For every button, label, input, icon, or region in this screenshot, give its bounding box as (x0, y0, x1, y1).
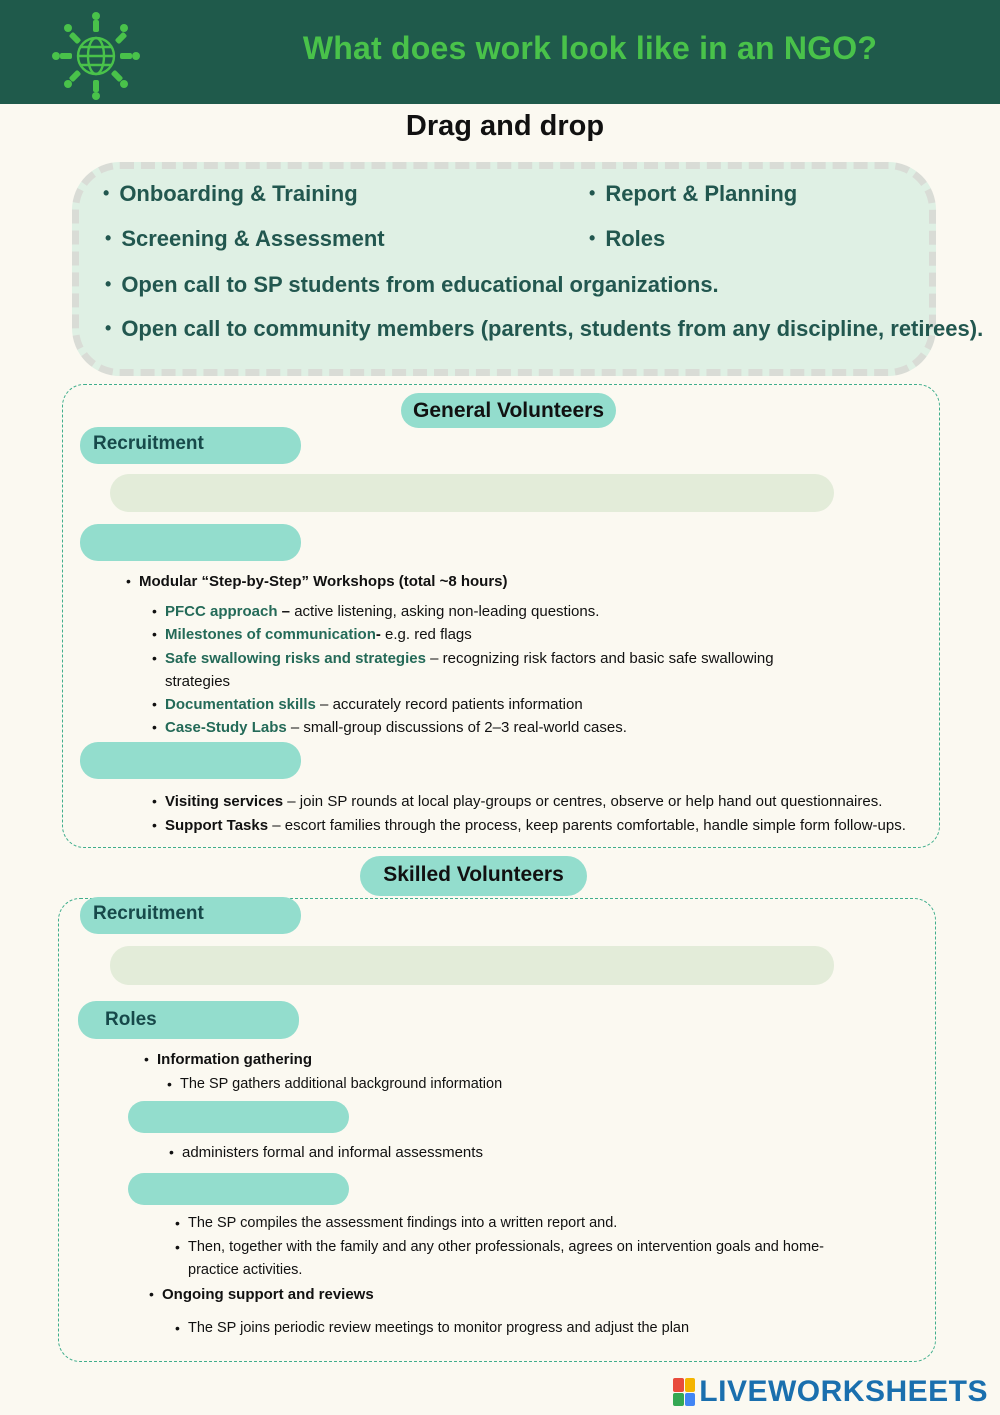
workshop-item: • Documentation skills – accurately record patients information (165, 693, 583, 716)
workshop-item: • Milestones of communication- e.g. red flags (165, 623, 472, 646)
workshop-item: • Safe swallowing risks and strategies – recognizing risk factors and basic safe swallowing (165, 647, 774, 670)
report-item: • Then, together with the family and any other professionals, agrees on intervention goals and home- (188, 1236, 824, 1259)
info-gathering-text: • The SP gathers additional background information (180, 1073, 502, 1096)
general-volunteers-heading: General Volunteers (401, 393, 616, 428)
drag-item-report[interactable]: • Report & Planning (589, 181, 797, 207)
workshop-item: • Case-Study Labs – small-group discussions of 2–3 real-world cases. (165, 716, 627, 739)
workshop-item-continued: strategies (165, 673, 231, 690)
role-item: • Visiting services – join SP rounds at local play-groups or centres, observe or help hand out questionnaires. (165, 790, 882, 813)
drop-zone-general-roles[interactable] (80, 742, 301, 779)
globe-people-icon (48, 8, 144, 104)
workshop-title: • Modular “Step-by-Step” Workshops (total ~8 hours) (139, 570, 508, 593)
ongoing-text: • The SP joins periodic review meetings to monitor progress and adjust the plan (188, 1317, 689, 1340)
ongoing-title: • Ongoing support and reviews (162, 1283, 374, 1306)
report-item: • The SP compiles the assessment findings into a written report and. (188, 1212, 617, 1235)
drop-zone-skilled-report[interactable] (128, 1173, 349, 1205)
drag-item-open-call-sp[interactable]: • Open call to SP students from educational organizations. (105, 272, 719, 298)
drop-zone-general-recruitment[interactable] (110, 474, 834, 512)
liveworksheets-logo-icon (673, 1378, 695, 1406)
recruitment-label: Recruitment (93, 903, 204, 924)
drag-item-screening[interactable]: • Screening & Assessment (105, 226, 385, 252)
liveworksheets-brand (673, 1372, 988, 1412)
info-gathering-title: • Information gathering (157, 1048, 312, 1071)
drop-zone-skilled-screening[interactable] (128, 1101, 349, 1133)
drop-zone-general-onboarding[interactable] (80, 524, 301, 561)
skilled-volunteers-heading: Skilled Volunteers (360, 856, 587, 896)
brand-text: LIVEWORKSHEETS (699, 1375, 988, 1408)
instruction-heading: Drag and drop (405, 110, 605, 142)
assessment-text: • administers formal and informal assessments (182, 1141, 483, 1164)
role-item: • Support Tasks – escort families through the process, keep parents comfortable, handle simple form follow-ups. (165, 814, 906, 837)
drop-zone-skilled-recruitment[interactable] (110, 946, 834, 985)
workshop-item: • PFCC approach – active listening, asking non-leading questions. (165, 600, 599, 623)
page-title: What does work look like in an NGO? (302, 30, 878, 66)
drag-item-onboarding[interactable]: • Onboarding & Training (103, 181, 358, 207)
roles-label: Roles (105, 1009, 157, 1030)
report-item-continued: practice activities. (188, 1262, 303, 1278)
drag-item-roles[interactable]: • Roles (589, 226, 665, 252)
drag-item-open-call-community[interactable]: • Open call to community members (parents, students from any discipline, retirees). (105, 316, 983, 342)
recruitment-label: Recruitment (93, 433, 204, 454)
word-bank (72, 162, 984, 376)
